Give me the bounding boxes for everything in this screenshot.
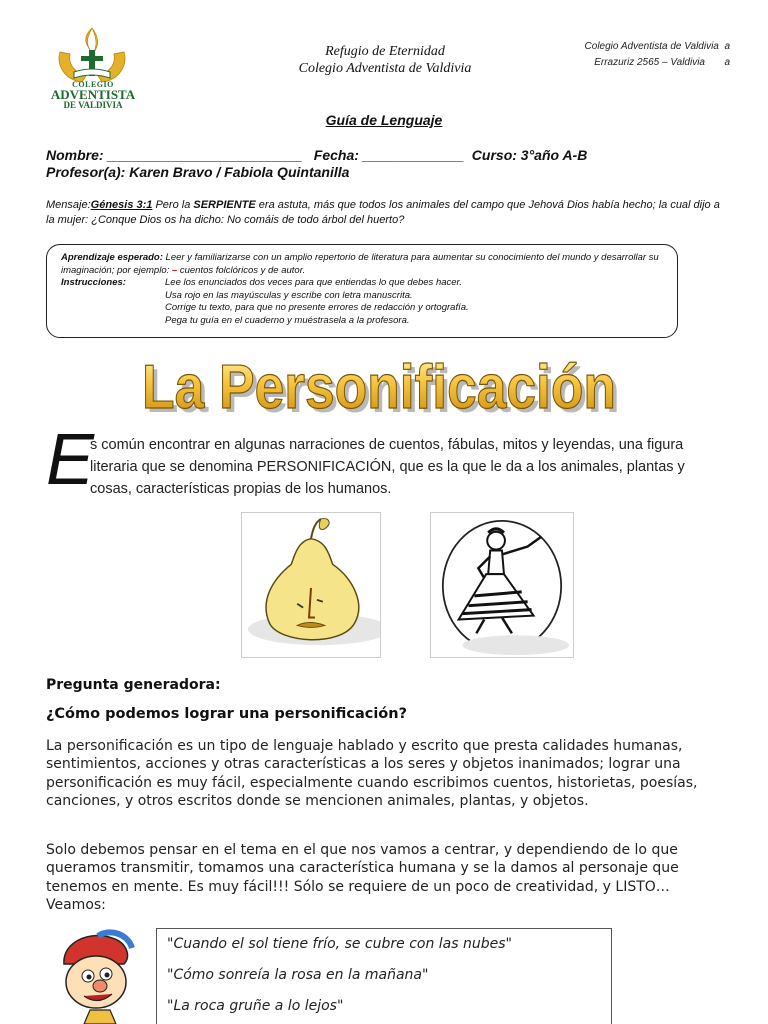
bible-reference: Génesis 3:1 (90, 199, 153, 211)
instructions-row (61, 277, 663, 290)
mensaje-keyword: SERPIENTE (193, 199, 256, 211)
mensaje-text-1: Pero la (152, 199, 194, 211)
example-item: "La roca gruñe a lo lejos" (167, 998, 344, 1014)
example-item: "Cómo sonreía la rosa en la mañana" (167, 967, 429, 983)
explanation-paragraph-1: La personificación es un tipo de lenguaje hablado y escrito que presta calidades humanas, sentimientos, acciones y otras características a los seres y objetos inanimados; lograr una personificación es muy fácil, especialmente cuando escribimos cuentos, historietas, poesías, canciones, y otros escritos donde se mencionen animales, plantas, y objetos. (46, 738, 698, 810)
aprendizaje-text-end: cuentos folclóricos y de autor. (177, 264, 306, 276)
teacher-field: Profesor(a): Karen Bravo / Fabiola Quintanilla (46, 164, 350, 180)
header-mark: a (724, 41, 730, 52)
header-school-name: Colegio Adventista de Valdivia (298, 61, 472, 76)
personified-pear-image (241, 512, 381, 658)
aprendizaje-esperado (61, 252, 663, 277)
header-center (240, 43, 530, 77)
aprendizaje-text: Leer y familiarizarse con un amplio repertorio de literatura para aumentar su conocimiento del mundo y desarrollar su imaginación; por ejemplo: (61, 252, 659, 276)
aprendizaje-dash: – (171, 264, 178, 276)
objectives-box (46, 244, 678, 338)
title-shadow: La Personificación (146, 357, 620, 422)
section-heading: Pregunta generadora: (46, 677, 221, 693)
header-address (540, 39, 730, 71)
personified-dancer-image (430, 512, 574, 658)
curso-field: Curso: 3°año A-B (471, 147, 588, 163)
header-address-street: Errazuriz 2565 – Valdivia (594, 57, 705, 68)
nombre-field: Nombre: _________________________ (46, 147, 303, 163)
guide-title: Guía de Lenguaje (325, 112, 443, 128)
generating-question: ¿Cómo podemos lograr una personificación? (46, 706, 407, 722)
header-mark: a (724, 57, 730, 68)
explanation-paragraph-2: Solo debemos pensar en el tema en el que nos vamos a centrar, y dependiendo de lo que queramos transmitir, tomamos una característica humana y se la damos al personaje que tenemos en mente. Es muy fácil!!! Sólo se requiere de un poco de creatividad, y LISTO… Veamos: (46, 842, 679, 914)
mensaje-label: Mensaje: (46, 199, 91, 211)
logo-line-3: DE VALDIVIA (63, 100, 123, 110)
instruction-item: Lee los enunciados dos veces para que entiendas lo que debes hacer. (165, 277, 463, 288)
examples-box (156, 928, 612, 1024)
instruction-item: Corrige tu texto, para que no presente errores de redacción y ortografía. (165, 302, 469, 313)
aprendizaje-label: Aprendizaje esperado: (61, 252, 163, 263)
student-fields (46, 147, 746, 163)
bible-message (46, 198, 726, 228)
logo-line-2: ADVENTISTA (50, 87, 136, 102)
logo-line-1: COLEGIO (72, 80, 114, 89)
title-text: La Personificación (142, 353, 616, 422)
school-logo-text (48, 80, 138, 110)
drop-cap: E (46, 420, 95, 500)
header-motto: Refugio de Eternidad (325, 44, 445, 59)
header-address-school: Colegio Adventista de Valdivia (584, 41, 719, 52)
fecha-field: Fecha: _____________ (313, 147, 465, 163)
personificacion-title (140, 346, 640, 422)
intro-paragraph: s común encontrar en algunas narraciones de cuentos, fábulas, mitos y leyendas, una figura literaria que se denomina PERSONIFICACIÓN, que es la que le da a los animales, plantas y cosas, características propias de los humanos. (90, 437, 685, 497)
instruction-item: Usa rojo en las mayúsculas y escribe con letra manuscrita. (165, 289, 413, 301)
instruction-item: Pega tu guía en el cuaderno y muéstrasela a la profesora. (165, 314, 410, 326)
mensaje-text-2: era astuta, más que todos los animales del campo que Jehová Dios había hecho; la cual dijo a la mujer: ¿Conque Dios os ha dicho: No comáis de todo árbol del huerto? (46, 199, 720, 226)
example-item: "Cuando el sol tiene frío, se cubre con las nubes" (167, 936, 512, 952)
cartoon-mascot-image (54, 926, 154, 1024)
instructions-label: Instrucciones: (61, 277, 126, 288)
